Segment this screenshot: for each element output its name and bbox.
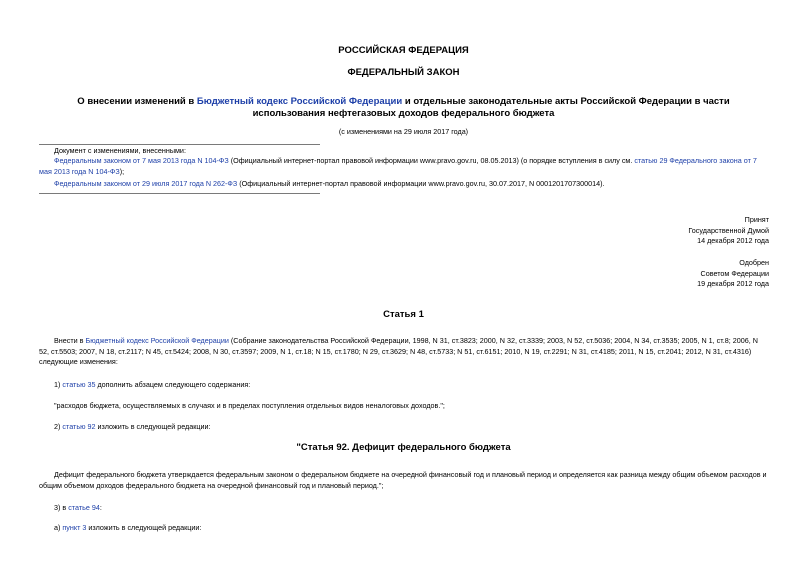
article-94-link[interactable]: статье 94 [68,503,100,512]
article-92-heading: "Статья 92. Дефицит федерального бюджета [296,442,511,453]
approval-status: Одобрен [739,258,769,267]
change-item-1 [39,156,769,177]
item-text: изложить в следующей редакции: [95,422,211,431]
point-3-link[interactable]: пункт 3 [62,523,87,532]
item-2 [54,422,211,433]
article-29-link[interactable]: статью 29 Федерального закона от 7 мая 2013 года N 104-ФЗ [39,156,757,176]
article-heading: Статья 1 [383,309,424,320]
item-text: 2) [54,422,63,431]
item-3 [54,503,102,514]
article-92-link[interactable]: статью 92 [62,422,96,431]
article-35-link[interactable]: статью 35 [62,380,96,389]
law-104-link[interactable]: Федеральным законом от 7 мая 2013 года N 104-ФЗ [54,156,229,165]
divider [39,193,320,194]
budget-code-link[interactable]: Бюджетный кодекс Российской Федерации [85,336,229,345]
paragraph-text: Внести в [54,336,86,345]
subitem-a [54,523,201,534]
country-heading: РОССИЙСКАЯ ФЕДЕРАЦИЯ [338,45,469,56]
document-title [50,96,757,120]
deficit-paragraph: Дефицит федерального бюджета утверждается федеральным законом о федеральном бюджете на очередной финансовый год и плановый период и определяется как разница между общим объемом расходов и общим объемом доходов федерального бюджета на очередной финансовый год и плановый период."; [39,470,767,490]
quote-text: "расходов бюджета, осуществляемых в случаях и в пределах поступления отдельных видов неналоговых доходов."; [54,401,445,410]
changes-intro: Документ с изменениями, внесенными: [54,146,186,155]
divider [39,144,320,145]
item-text: 1) [54,380,63,389]
approval-block [697,258,769,290]
title-text: О внесении изменений в [77,96,197,107]
revision-note: (с изменениями на 29 июля 2017 года) [338,127,469,136]
article-intro-paragraph [39,336,769,368]
change-text: (Официальный интернет-портал правовой информации www.pravo.gov.ru, 30.07.2017, N 0001201707300014). [237,179,605,188]
item-text: изложить в следующей редакции: [86,523,202,532]
change-text: ); [119,166,125,176]
item-text: 3) в [54,503,69,512]
item-text: дополнить абзацем следующего содержания: [95,380,251,389]
item-text: : [99,503,102,512]
adoption-block [688,215,769,247]
title-text: и отдельные законодательные акты Российской Федерации в части использования нефтегазовых доходов федерального бюджета [252,96,730,119]
approval-body: Советом Федерации [700,268,769,278]
change-text: (Официальный интернет-портал правовой информации www.pravo.gov.ru, 08.05.2013) (о порядке вступления в силу см. [228,156,635,165]
adoption-body: Государственной Думой [688,225,769,235]
item-text: а) [54,523,63,532]
adoption-status: Принят [744,215,769,224]
paragraph-text: (Собрание законодательства Российской Федерации, 1998, N 31, ст.3823; 2000, N 32, ст.3339; 2003, N 52, ст.5036; 2004, N 34, ст.3535; 2005, N 1, ст.8; 2006, N 52, ст.5503; 2007, N 18, ст.2117; N 45, ст.5424; 2008, N 30, ст.3597; 2009, N 1, ст.18; N 15, ст.1780; N 29, ст.3629; N 48, ст.5733; N 51, ст.6151; 2010, N 19, ст.2291; N 31, ст.4185; 2011, N 15, ст.2041; 2012, N 31, ст.4316) следующие изменения: [39,336,758,366]
budget-code-link[interactable]: Бюджетный кодекс Российской Федерации [196,96,403,107]
approval-date: 19 декабря 2012 года [697,279,769,288]
law-262-link[interactable]: Федеральным законом от 29 июля 2017 года N 262-ФЗ [54,179,238,188]
adoption-date: 14 декабря 2012 года [697,236,769,245]
change-item-2 [54,179,769,190]
item-1 [54,380,250,391]
law-type-heading: ФЕДЕРАЛЬНЫЙ ЗАКОН [347,67,460,78]
